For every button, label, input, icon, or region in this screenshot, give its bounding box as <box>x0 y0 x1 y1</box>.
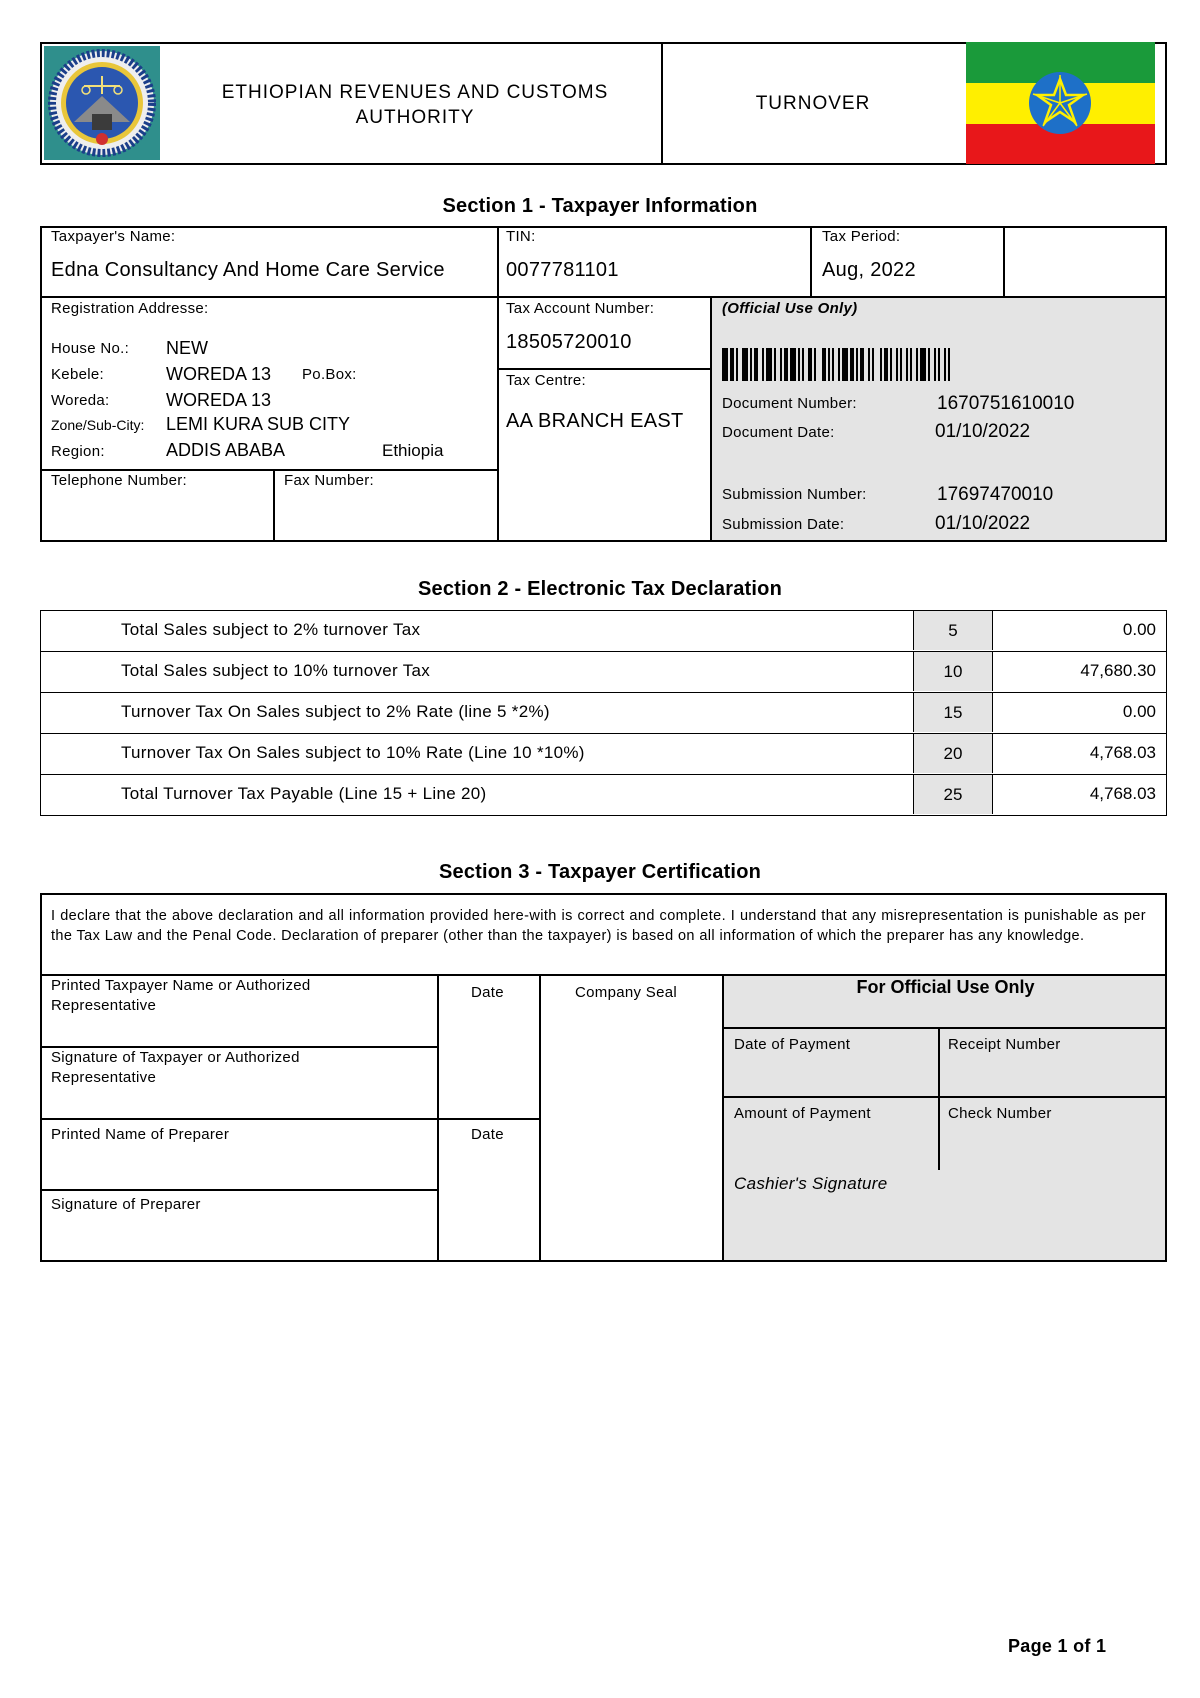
taxpayer-name-label: Taxpayer's Name: <box>51 228 176 245</box>
barcode-bar <box>838 348 840 381</box>
cashier-signature-label: Cashier's Signature <box>734 1174 888 1193</box>
barcode-bar <box>742 348 748 381</box>
tax-centre-value: AA BRANCH EAST <box>506 410 684 432</box>
form-type-title: TURNOVER <box>755 93 871 114</box>
row-amount: 47,680.30 <box>1080 661 1156 680</box>
house-no-label: House No.: <box>51 340 130 357</box>
ethiopia-flag-icon <box>966 42 1155 164</box>
barcode-bar <box>896 348 898 381</box>
section3-title: Section 3 - Taxpayer Certification <box>438 861 762 883</box>
row-line-number: 25 <box>913 775 993 814</box>
fax-label: Fax Number: <box>284 472 374 489</box>
barcode-bar <box>802 348 804 381</box>
declaration-row <box>40 692 1167 734</box>
row-line-number: 15 <box>913 693 993 732</box>
official-use-title: For Official Use Only <box>856 977 1035 997</box>
s3-hline-left-3 <box>40 1189 438 1191</box>
section1-title: Section 1 - Taxpayer Information <box>442 195 758 217</box>
barcode-bar <box>944 348 946 381</box>
document-barcode <box>722 348 1147 381</box>
barcode-bar <box>774 348 776 381</box>
zone-label: Zone/Sub-City: <box>51 417 145 433</box>
row-description: Turnover Tax On Sales subject to 2% Rate (line 5 *2%) <box>121 702 550 721</box>
barcode-bar <box>832 348 834 381</box>
barcode-bar <box>856 348 858 381</box>
barcode-bar <box>860 348 864 381</box>
row-line-number: 10 <box>913 652 993 691</box>
barcode-bar <box>928 348 930 381</box>
barcode-bar <box>868 348 870 381</box>
barcode-bar <box>938 348 940 381</box>
official-use-label: (Official Use Only) <box>722 300 858 317</box>
barcode-bar <box>828 348 830 381</box>
check-number-label: Check Number <box>948 1105 1052 1122</box>
s1-vline-phone-fax <box>273 469 275 542</box>
barcode-bar <box>880 348 882 381</box>
printed-taxpayer-name-label: Printed Taxpayer Name or Authorized Representative <box>51 977 311 1014</box>
receipt-number-label: Receipt Number <box>948 1036 1061 1053</box>
barcode-bar <box>850 348 854 381</box>
s1-hline-account <box>497 368 711 370</box>
authority-name: ETHIOPIAN REVENUES AND CUSTOMS AUTHORITY <box>221 82 609 128</box>
barcode-bar <box>906 348 908 381</box>
declaration-row <box>40 651 1167 693</box>
barcode-bar <box>730 348 734 381</box>
row-line-number: 20 <box>913 734 993 773</box>
document-date-value: 01/10/2022 <box>935 421 1031 442</box>
barcode-bar <box>842 348 848 381</box>
barcode-bar <box>808 348 812 381</box>
barcode-bar <box>762 348 764 381</box>
date-of-payment-label: Date of Payment <box>734 1036 851 1053</box>
barcode-bar <box>900 348 902 381</box>
barcode-bar <box>790 348 796 381</box>
company-seal-label: Company Seal <box>575 984 677 1001</box>
kebele-label: Kebele: <box>51 366 104 383</box>
s3-hline-left-2 <box>40 1118 540 1120</box>
signature-taxpayer-label: Signature of Taxpayer or Authorized Representative <box>51 1049 300 1086</box>
submission-number-label: Submission Number: <box>722 486 867 503</box>
declaration-text: I declare that the above declaration and all information provided here-with is correct and complete. I understand that any misrepresentation is punishable as per the Tax Law and the Penal Code. Declaration of preparer (other than the taxpayer) is based on all information of which the preparer has any knowledge. <box>51 908 1146 944</box>
pobox-label: Po.Box: <box>302 366 357 383</box>
barcode-bar <box>822 348 826 381</box>
barcode-bar <box>814 348 816 381</box>
tin-label: TIN: <box>506 228 536 245</box>
row-amount: 4,768.03 <box>1089 784 1156 803</box>
row-amount: 4,768.03 <box>1089 743 1156 762</box>
region-label: Region: <box>51 443 105 460</box>
page-number: Page 1 of 1 <box>1008 1636 1107 1656</box>
tax-account-label: Tax Account Number: <box>506 300 655 317</box>
declaration-row <box>40 774 1167 816</box>
s3-vline-official <box>722 974 724 1262</box>
row-description: Total Sales subject to 2% turnover Tax <box>121 620 421 639</box>
barcode-bar <box>750 348 752 381</box>
submission-date-label: Submission Date: <box>722 516 845 533</box>
s3-hline-off-1 <box>723 1027 1167 1029</box>
barcode-bar <box>754 348 758 381</box>
date-label-2: Date <box>471 1126 504 1143</box>
row-description: Total Turnover Tax Payable (Line 15 + Line 20) <box>121 784 487 803</box>
submission-date-value: 01/10/2022 <box>935 513 1031 534</box>
barcode-bar <box>722 348 728 381</box>
barcode-bar <box>884 348 888 381</box>
submission-number-value: 17697470010 <box>937 484 1054 505</box>
barcode-bar <box>890 348 892 381</box>
document-number-label: Document Number: <box>722 395 857 412</box>
s3-vline-off-mid <box>938 1027 940 1170</box>
barcode-bar <box>798 348 800 381</box>
house-no-value: NEW <box>166 338 208 358</box>
woreda-label: Woreda: <box>51 392 110 409</box>
s3-hline-off-2 <box>723 1096 1167 1098</box>
s1-hline-top <box>40 296 1167 298</box>
section2-title: Section 2 - Electronic Tax Declaration <box>417 578 782 600</box>
s1-vline-name-tin <box>497 226 499 542</box>
amount-of-payment-label: Amount of Payment <box>734 1105 871 1122</box>
barcode-bar <box>934 348 936 381</box>
taxpayer-name-value: Edna Consultancy And Home Care Service <box>51 259 445 281</box>
declaration-row <box>40 610 1167 652</box>
barcode-bar <box>736 348 738 381</box>
printed-preparer-label: Printed Name of Preparer <box>51 1126 230 1143</box>
telephone-label: Telephone Number: <box>51 472 188 489</box>
country-value: Ethiopia <box>382 441 444 460</box>
barcode-bar <box>920 348 926 381</box>
tax-account-value: 18505720010 <box>506 331 632 353</box>
tin-value: 0077781101 <box>506 259 619 281</box>
barcode-bar <box>872 348 874 381</box>
tax-centre-label: Tax Centre: <box>506 372 586 389</box>
reg-address-label: Registration Addresse: <box>51 300 209 317</box>
document-number-value: 1670751610010 <box>937 393 1075 414</box>
s1-vline-period-blank <box>1003 226 1005 297</box>
kebele-value: WOREDA 13 <box>166 364 272 384</box>
row-line-number: 5 <box>913 611 993 650</box>
barcode-bar <box>948 348 950 381</box>
s1-vline-official <box>710 296 712 542</box>
declaration-row <box>40 733 1167 775</box>
row-amount: 0.00 <box>1122 620 1156 639</box>
signature-preparer-label: Signature of Preparer <box>51 1196 201 1213</box>
woreda-value: WOREDA 13 <box>166 390 272 410</box>
barcode-bar <box>910 348 912 381</box>
tax-period-value: Aug, 2022 <box>822 259 916 281</box>
barcode-bar <box>780 348 782 381</box>
zone-value: LEMI KURA SUB CITY <box>166 414 351 434</box>
s1-hline-phone <box>40 469 498 471</box>
tax-period-label: Tax Period: <box>822 228 901 245</box>
document-date-label: Document Date: <box>722 424 835 441</box>
row-description: Turnover Tax On Sales subject to 10% Rate (Line 10 *10%) <box>121 743 585 762</box>
row-amount: 0.00 <box>1122 702 1156 721</box>
row-description: Total Sales subject to 10% turnover Tax <box>121 661 431 680</box>
region-value: ADDIS ABABA <box>166 440 286 460</box>
barcode-bar <box>784 348 788 381</box>
barcode-bar <box>766 348 772 381</box>
erca-emblem-icon <box>44 46 160 160</box>
date-label-1: Date <box>471 984 504 1001</box>
s1-vline-tin-period <box>810 226 812 297</box>
barcode-bar <box>916 348 918 381</box>
